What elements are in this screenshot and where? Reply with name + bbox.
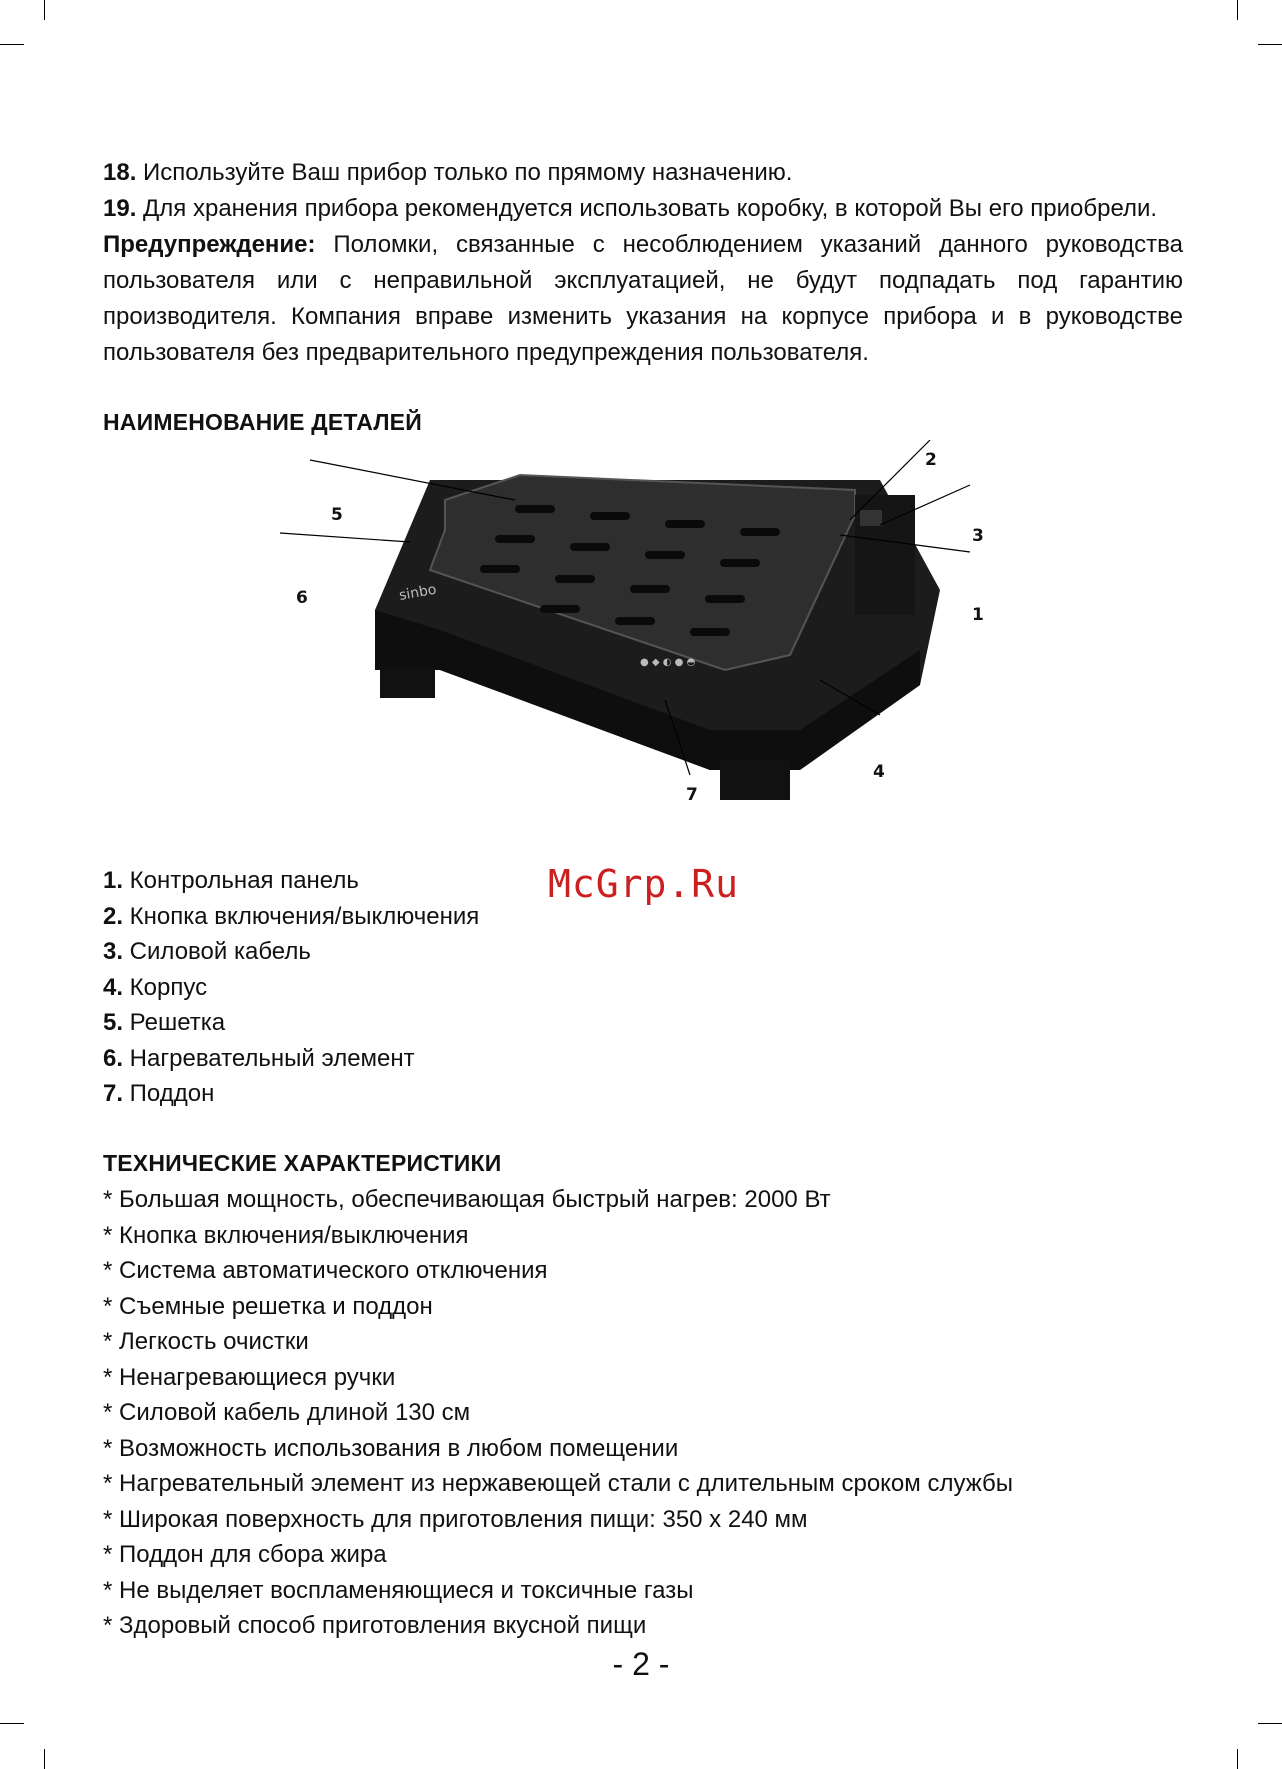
crop-mark	[44, 0, 45, 20]
watermark: McGrp.Ru	[548, 862, 740, 906]
crop-mark	[1237, 1749, 1238, 1769]
parts-heading: НАИМЕНОВАНИЕ ДЕТАЛЕЙ	[103, 409, 422, 435]
list-item: 1. Контрольная панель	[103, 867, 359, 894]
item-number: 18.	[103, 159, 137, 186]
list-item: * Поддон для сбора жира	[103, 1541, 387, 1568]
grill-foot	[380, 668, 435, 698]
list-item: * Легкость очистки	[103, 1328, 309, 1355]
list-item: 4. Корпус	[103, 973, 208, 1001]
specs-heading: ТЕХНИЧЕСКИЕ ХАРАКТЕРИСТИКИ	[103, 1150, 502, 1176]
list-item: 3. Силовой кабель	[103, 938, 311, 965]
list-item: * Ненагревающиеся ручки	[103, 1363, 396, 1391]
parts-list	[103, 863, 479, 1112]
callout-6: 6	[296, 588, 308, 608]
list-item: * Съемные решетка и поддон	[103, 1292, 433, 1320]
grill-illustration	[280, 440, 1000, 810]
grill-foot	[720, 760, 790, 800]
crop-mark	[0, 1723, 24, 1724]
callout-1: 1	[972, 605, 984, 625]
warning-text: Поломки, связанные с несоблюдением указаний данного руководства пользователя или с неправильной эксплуатацией, не будут подпадать под гарантию производителя. Компания вправе изменить указания на корпусе прибора и в руководстве пользователя без предварительного предупреждения пользователя.	[103, 231, 1183, 366]
list-item: * Силовой кабель длиной 130 см	[103, 1399, 471, 1426]
crop-mark	[1237, 0, 1238, 20]
list-item: 7. Поддон	[103, 1080, 215, 1107]
instruction-item-19	[103, 191, 1183, 227]
specs-list	[103, 1182, 1013, 1644]
list-item: 6. Нагревательный элемент	[103, 1044, 415, 1072]
crop-mark	[1258, 1723, 1282, 1724]
power-button	[860, 510, 882, 526]
list-item: * Здоровый способ приготовления вкусной пищи	[103, 1612, 647, 1639]
list-item: 2. Кнопка включения/выключения	[103, 902, 480, 930]
callout-7: 7	[686, 785, 698, 805]
instruction-item-18	[103, 155, 1183, 191]
list-item: * Система автоматического отключения	[103, 1257, 548, 1284]
item-text: Для хранения прибора рекомендуется использовать коробку, в которой Вы его приобрели.	[136, 195, 1158, 222]
list-item: * Кнопка включения/выключения	[103, 1221, 469, 1249]
list-item: * Нагревательный элемент из нержавеющей стали с длительным сроком службы	[103, 1470, 1014, 1497]
callout-2: 2	[925, 450, 937, 470]
crop-mark	[44, 1749, 45, 1769]
page-number: - 2 -	[612, 1646, 670, 1682]
food-icons: ● ◆ ◐ ● ◓	[640, 657, 696, 668]
list-item: * Широкая поверхность для приготовления пищи: 350 х 240 мм	[103, 1505, 808, 1533]
item-text: Используйте Ваш прибор только по прямому назначению.	[136, 159, 793, 186]
list-item: * Возможность использования в любом помещении	[103, 1434, 679, 1462]
list-item: * Большая мощность, обеспечивающая быстрый нагрев: 2000 Вт	[103, 1186, 831, 1213]
warning-label: Предупреждение:	[103, 231, 316, 258]
callout-5: 5	[331, 505, 343, 525]
instructions-block	[103, 155, 1183, 371]
callout-line-6	[280, 533, 410, 542]
list-item: 5. Решетка	[103, 1009, 226, 1036]
crop-mark	[1258, 44, 1282, 45]
item-number: 19.	[103, 195, 137, 222]
list-item: * Не выделяет воспламеняющиеся и токсичные газы	[103, 1576, 694, 1604]
callout-3: 3	[972, 526, 984, 546]
crop-mark	[0, 44, 24, 45]
warning-paragraph	[103, 227, 1183, 371]
callout-4: 4	[873, 762, 885, 782]
brand-logo: sinbo	[397, 581, 438, 604]
